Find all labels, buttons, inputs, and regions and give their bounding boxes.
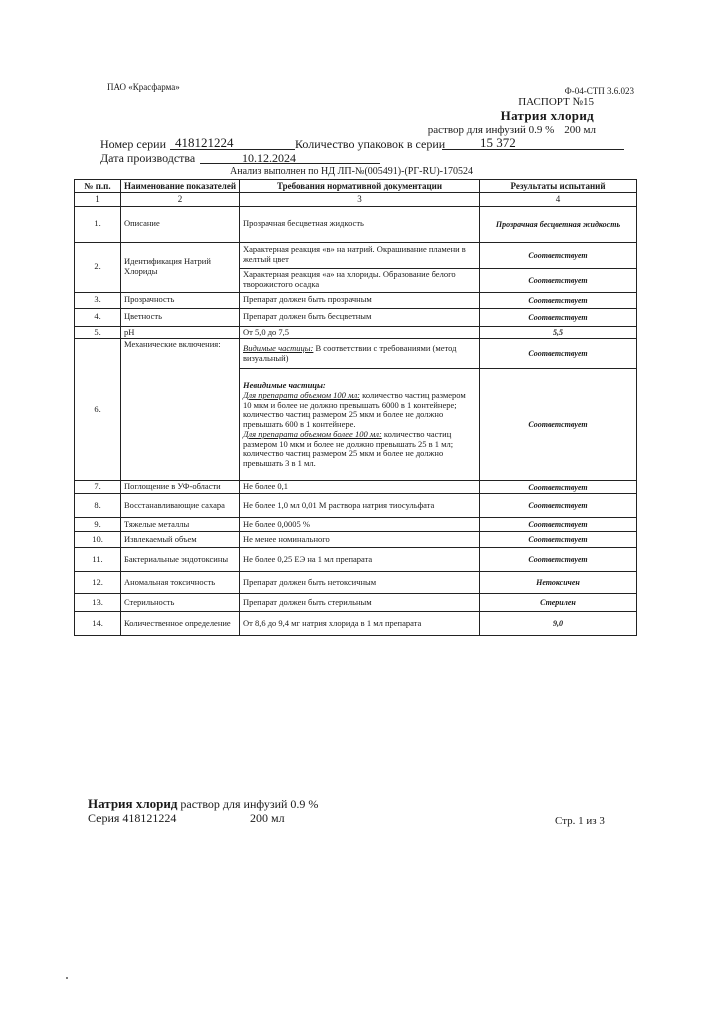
row-req: Не более 0,25 ЕЭ на 1 мл препарата — [240, 548, 480, 572]
row-req: Препарат должен быть нетоксичным — [240, 572, 480, 594]
table-row — [75, 612, 637, 636]
row-req: Характерная реакция «а» на хлориды. Образование белого творожистого осадка — [240, 268, 480, 292]
table-row — [75, 206, 637, 242]
invisible-label: Невидимые частицы: — [243, 380, 326, 390]
row-num: 7. — [75, 481, 121, 494]
table-row — [75, 292, 637, 308]
packages-value: 15 372 — [480, 135, 516, 150]
column-number-row — [75, 193, 637, 206]
form-code: Ф-04-СТП 3.6.023 — [564, 86, 634, 96]
col-number: 1 — [75, 193, 121, 206]
table-row — [75, 594, 637, 612]
solution-text: раствор для инфузий 0.9 % — [427, 124, 555, 136]
row-name: Аномальная токсичность — [121, 572, 240, 594]
row-res: Нетоксичен — [480, 572, 637, 594]
table-row — [75, 494, 637, 518]
col-name-header: Наименование показателей — [121, 180, 240, 193]
footer-series: Серия 418121224 — [88, 811, 177, 825]
volume-text: 200 мл — [564, 124, 596, 136]
row-res: Стерилен — [480, 594, 637, 612]
packages-label: Количество упаковок в серии — [295, 137, 446, 151]
row-name: Прозрачность — [121, 292, 240, 308]
table-row — [75, 326, 637, 339]
col-number: 4 — [480, 193, 637, 206]
row-num: 12. — [75, 572, 121, 594]
series-label: Номер серии — [100, 137, 166, 151]
packages-underline — [442, 149, 624, 150]
row-res: Соответствует — [480, 268, 637, 292]
table-row — [75, 308, 637, 326]
date-value: 10.12.2024 — [242, 151, 296, 165]
scan-speck — [66, 977, 68, 979]
row-res: Соответствует — [480, 339, 637, 369]
row-req: Препарат должен быть прозрачным — [240, 292, 480, 308]
row-num: 6. — [75, 339, 121, 481]
row-req: Не более 1,0 мл 0,01 М раствора натрия тиосульфата — [240, 494, 480, 518]
table-row — [75, 532, 637, 548]
row-name: Восстанавливающие сахара — [121, 494, 240, 518]
row-req: От 8,6 до 9,4 мг натрия хлорида в 1 мл препарата — [240, 612, 480, 636]
row-req-visible — [240, 339, 480, 369]
table-row — [75, 481, 637, 494]
row-num: 5. — [75, 326, 121, 339]
row-num: 8. — [75, 494, 121, 518]
row-num: 11. — [75, 548, 121, 572]
col-number: 2 — [121, 193, 240, 206]
row-res: Прозрачная бесцветная жидкость — [480, 206, 637, 242]
row-name: Идентификация Натрий Хлориды — [121, 242, 240, 292]
row-name: Стерильность — [121, 594, 240, 612]
row-name: Бактериальные эндотоксины — [121, 548, 240, 572]
visible-label: Видимые частицы: — [243, 343, 314, 354]
row-num: 14. — [75, 612, 121, 636]
col-num-header: № п.п. — [75, 180, 121, 193]
row-name: Извлекаемый объем — [121, 532, 240, 548]
row-num: 9. — [75, 518, 121, 532]
row-res: Соответствует — [480, 494, 637, 518]
row-req: Характерная реакция «в» на натрий. Окрашивание пламени в желтый цвет — [240, 242, 480, 268]
le100-text: количество частиц размером 10 мкм и более не должно превышать 6000 в 1 контейнере; количество частиц размером 25 мкм и более не должно превышать 600 в 1 контейнере. — [243, 389, 466, 430]
date-label: Дата производства — [100, 151, 196, 165]
table-row — [75, 242, 637, 268]
row-name: Тяжелые металлы — [121, 518, 240, 532]
row-num: 10. — [75, 532, 121, 548]
series-value: 418121224 — [175, 135, 234, 150]
row-name: Цветность — [121, 308, 240, 326]
footer-volume: 200 мл — [250, 811, 285, 825]
table-row — [75, 572, 637, 594]
row-res: 5,5 — [480, 326, 637, 339]
row-req: От 5,0 до 7,5 — [240, 326, 480, 339]
gt100-text: количество частиц размером 10 мкм и более не должно превышать 25 в 1 мл; количество частиц размером 25 мкм и более не должно превышать 3 в 1 мл. — [243, 428, 454, 469]
table-row — [75, 339, 637, 369]
col-number: 3 — [240, 193, 480, 206]
row-res: Соответствует — [480, 292, 637, 308]
row-name: Механические включения: — [121, 339, 240, 481]
le100-label: Для препарата объемом 100 мл: — [243, 389, 360, 400]
results-table — [74, 179, 637, 636]
row-num: 2. — [75, 242, 121, 292]
visible-text: В соответствии с требованиями (метод визуальный) — [243, 343, 457, 363]
row-req-invisible — [240, 369, 480, 481]
company-name: ПАО «Красфарма» — [107, 82, 180, 92]
row-res: Соответствует — [480, 481, 637, 494]
footer-product-name: Натрия хлорид — [88, 796, 178, 811]
row-res: Соответствует — [480, 369, 637, 481]
product-name: Натрия хлорид — [500, 108, 594, 123]
gt100-label: Для препарата объемом более 100 мл: — [243, 428, 382, 439]
row-req: Прозрачная бесцветная жидкость — [240, 206, 480, 242]
table-row — [75, 518, 637, 532]
page-number: Стр. 1 из 3 — [555, 815, 605, 827]
row-name: Количественное определение — [121, 612, 240, 636]
row-num: 4. — [75, 308, 121, 326]
row-num: 1. — [75, 206, 121, 242]
row-req: Не более 0,0005 % — [240, 518, 480, 532]
footer-product — [88, 796, 318, 812]
row-res: Соответствует — [480, 532, 637, 548]
row-num: 3. — [75, 292, 121, 308]
analysis-note: Анализ выполнен по НД ЛП-№(005491)-(РГ-RU)-170524 — [230, 166, 473, 177]
col-req-header: Требования нормативной документации — [240, 180, 480, 193]
row-req: Препарат должен быть стерильным — [240, 594, 480, 612]
row-res: Соответствует — [480, 308, 637, 326]
table-row — [75, 548, 637, 572]
row-name: pH — [121, 326, 240, 339]
header-row — [75, 180, 637, 193]
row-req: Препарат должен быть бесцветным — [240, 308, 480, 326]
row-req: Не более 0,1 — [240, 481, 480, 494]
row-res: Соответствует — [480, 242, 637, 268]
row-name: Описание — [121, 206, 240, 242]
footer-solution: раствор для инфузий 0.9 % — [180, 797, 319, 811]
row-res: 9,0 — [480, 612, 637, 636]
row-req: Не менее номинального — [240, 532, 480, 548]
row-name: Поглощение в УФ-области — [121, 481, 240, 494]
row-res: Соответствует — [480, 548, 637, 572]
row-num: 13. — [75, 594, 121, 612]
passport-title: ПАСПОРТ №15 — [518, 96, 594, 108]
col-res-header: Результаты испытаний — [480, 180, 637, 193]
row-res: Соответствует — [480, 518, 637, 532]
